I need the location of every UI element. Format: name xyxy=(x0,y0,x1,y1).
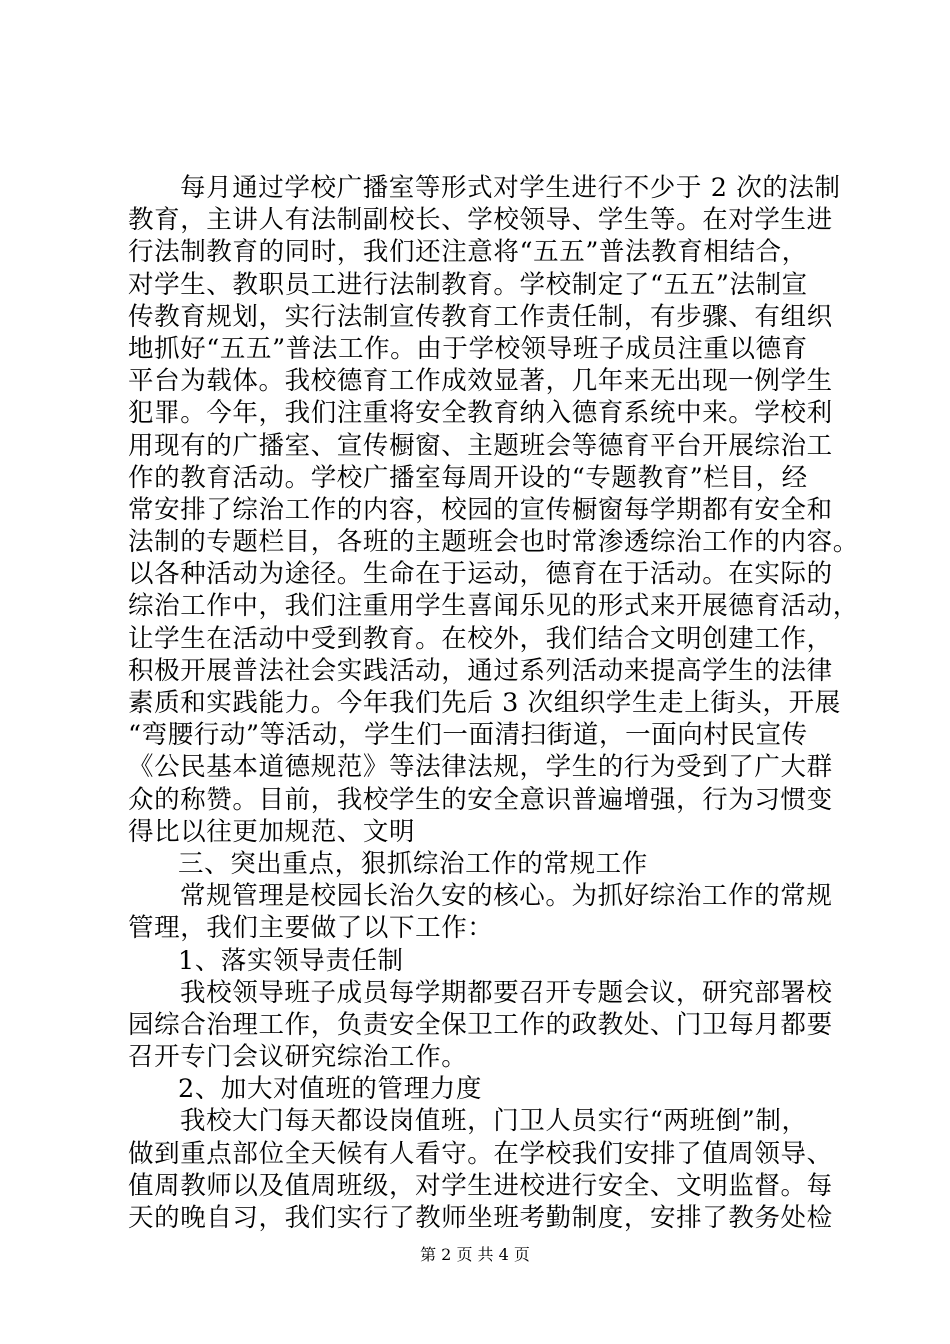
text-line: 对学生、教职员工进行法制教育。学校制定了“五五”法制宣 xyxy=(128,269,808,300)
text-line: “弯腰行动”等活动，学生们一面清扫街道，一面向村民宣传 xyxy=(128,720,808,751)
text-line: 地抓好“五五”普法工作。由于学校领导班子成员注重以德育 xyxy=(128,333,808,364)
text-line: 常安排了综治工作的内容，校园的宣传橱窗每学期都有安全和 xyxy=(128,494,833,525)
text-line: 园综合治理工作，负责安全保卫工作的政教处、门卫每月都要 xyxy=(128,1009,833,1040)
text-line: 让学生在活动中受到教育。在校外，我们结合文明创建工作， xyxy=(128,623,833,654)
section-heading: 三、突出重点，狠抓综治工作的常规工作 xyxy=(178,848,648,879)
text-line: 天的晚自习，我们实行了教师坐班考勤制度，安排了教务处检 xyxy=(128,1203,833,1233)
text-line: 行法制教育的同时，我们还注意将“五五”普法教育相结合， xyxy=(128,237,808,268)
text-line: 法制的专题栏目，各班的主题班会也时常渗透综治工作的内容。 xyxy=(128,527,859,558)
page-footer xyxy=(0,1245,950,1265)
text-line: 得比以往更加规范、文明 xyxy=(128,816,416,847)
text-line: 我校领导班子成员每学期都要召开专题会议，研究部署校 xyxy=(180,977,833,1008)
text-line: 积极开展普法社会实践活动，通过系列活动来提高学生的法律 xyxy=(128,655,833,686)
text-line: 众的称赞。目前，我校学生的安全意识普遍增强，行为习惯变 xyxy=(128,784,833,815)
text-line: 每月通过学校广播室等形式对学生进行不少于 2 次的法制 xyxy=(180,173,841,203)
text-line: 平台为载体。我校德育工作成效显著，几年来无出现一例学生 xyxy=(128,366,833,397)
text-line: 用现有的广播室、宣传橱窗、主题班会等德育平台开展综治工 xyxy=(128,430,833,461)
text-line: 教育，主讲人有法制副校长、学校领导、学生等。在对学生进 xyxy=(128,205,833,236)
text-line: 召开专门会议研究综治工作。 xyxy=(128,1042,468,1073)
text-line: 以各种活动为途径。生命在于运动，德育在于活动。在实际的 xyxy=(128,559,833,590)
text-line: 做到重点部位全天候有人看守。在学校我们安排了值周领导、 xyxy=(128,1138,833,1169)
text-line: 《公民基本道德规范》等法律法规，学生的行为受到了广大群 xyxy=(128,752,833,783)
text-line: 我校大门每天都设岗值班，门卫人员实行“两班倒”制， xyxy=(180,1106,808,1137)
text-line: 常规管理是校园长治久安的核心。为抓好综治工作的常规 xyxy=(180,881,833,912)
text-line: 犯罪。今年，我们注重将安全教育纳入德育系统中来。学校利 xyxy=(128,398,833,429)
text-line: 综治工作中，我们注重用学生喜闻乐见的形式来开展德育活动， xyxy=(128,591,859,622)
subsection-heading: 1、落实领导责任制 xyxy=(178,945,404,976)
document-body xyxy=(128,172,859,1234)
text-line: 传教育规划，实行法制宣传教育工作责任制，有步骤、有组织 xyxy=(128,301,833,332)
subsection-heading: 2、加大对值班的管理力度 xyxy=(178,1074,482,1105)
text-line: 作的教育活动。学校广播室每周开设的“专题教育”栏目，经 xyxy=(128,462,808,493)
text-line: 素质和实践能力。今年我们先后 3 次组织学生走上街头，开展 xyxy=(128,688,841,718)
page-number-label: 第 2 页 共 4 页 xyxy=(420,1245,530,1264)
text-line: 值周教师以及值周班级，对学生进校进行安全、文明监督。每 xyxy=(128,1170,833,1201)
text-line: 管理，我们主要做了以下工作： xyxy=(128,913,494,944)
